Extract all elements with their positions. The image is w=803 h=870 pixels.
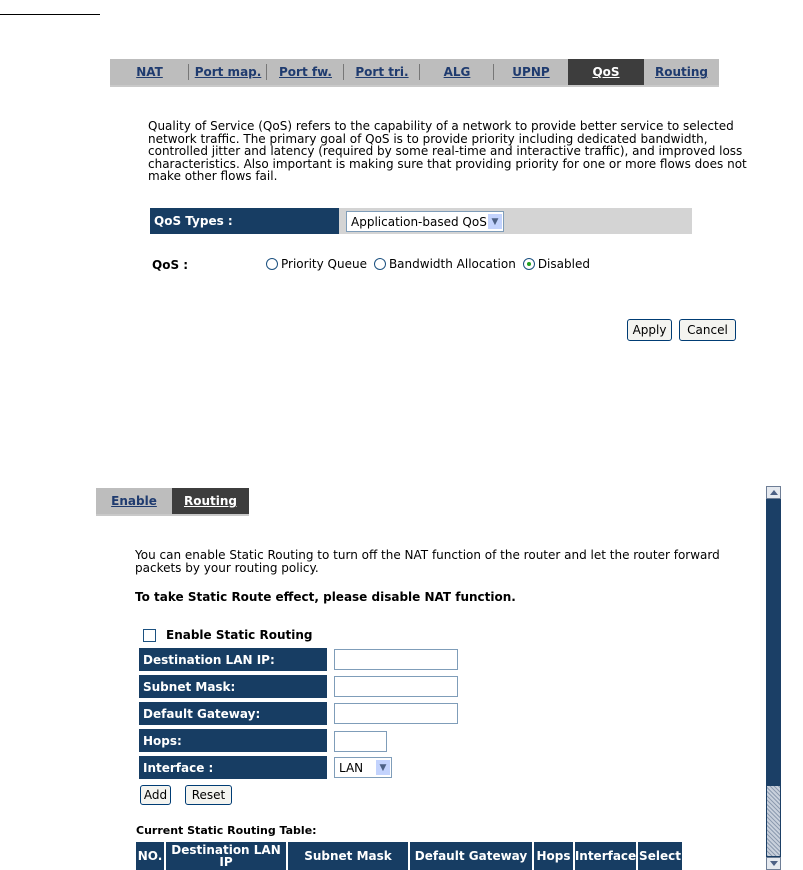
dest-ip-label: Destination LAN IP:: [139, 648, 327, 671]
interface-row: [139, 756, 327, 779]
gateway-label: Default Gateway:: [139, 702, 327, 725]
scrollbar-track[interactable]: [766, 499, 781, 786]
routing-table-header: [136, 842, 682, 870]
interface-value: LAN: [339, 760, 364, 775]
tab-qos[interactable]: QoS: [568, 59, 644, 85]
interface-label: Interface :: [139, 756, 327, 779]
radio-disabled-input[interactable]: [523, 258, 535, 270]
radio-bandwidth-allocation[interactable]: [374, 257, 516, 271]
chevron-down-icon[interactable]: ▼: [487, 213, 503, 230]
tab-port-tri[interactable]: Port tri.: [344, 59, 420, 85]
tab-enable[interactable]: Enable: [96, 488, 172, 514]
radio-priority-queue-input[interactable]: [266, 258, 278, 270]
col-interface: Interface: [575, 842, 638, 870]
tab-alg[interactable]: ALG: [420, 59, 494, 85]
gateway-row: [139, 702, 327, 725]
scroll-down-button[interactable]: [766, 857, 781, 870]
reset-button[interactable]: Reset: [185, 785, 232, 805]
qos-mode-label: QoS :: [152, 258, 189, 272]
routing-note: To take Static Route effect, please disable NAT function.: [135, 590, 516, 604]
qos-types-select[interactable]: [346, 211, 504, 232]
qos-types-value: Application-based QoS: [351, 214, 487, 229]
qos-description: Quality of Service (QoS) refers to the capability of a network to provide better service to selected network traffic. The primary goal of QoS is to provide priority including dedicated bandwidth, controlled jitter and latency (required by some real-time and interactive traffic), and improved loss characteristics. Also important is making sure that providing priority for one or more flows does not make other flows fail.: [148, 119, 747, 183]
tab-upnp[interactable]: UPNP: [494, 59, 568, 85]
tab-routing[interactable]: Routing: [644, 59, 719, 85]
scrollbar-thumb[interactable]: [767, 786, 780, 856]
radio-priority-queue[interactable]: [266, 257, 367, 271]
tab-port-fw[interactable]: Port fw.: [267, 59, 344, 85]
radio-bandwidth-allocation-label: Bandwidth Allocation: [388, 257, 516, 271]
gateway-input[interactable]: [334, 703, 458, 724]
tab-static-routing[interactable]: Routing: [172, 488, 249, 514]
interface-select[interactable]: [334, 757, 392, 778]
top-rule: [0, 14, 100, 15]
subnet-label: Subnet Mask:: [139, 675, 327, 698]
hops-label: Hops:: [139, 729, 327, 752]
col-subnet-mask: Subnet Mask: [288, 842, 410, 870]
routing-tab-bar: [96, 488, 249, 516]
tab-nat[interactable]: NAT: [110, 59, 189, 85]
chevron-up-icon: [770, 490, 778, 495]
dest-ip-input[interactable]: [334, 649, 458, 670]
radio-bandwidth-allocation-input[interactable]: [374, 258, 386, 270]
chevron-down-icon[interactable]: ▼: [375, 759, 391, 776]
dest-ip-row: [139, 648, 327, 671]
hops-input[interactable]: [334, 731, 387, 752]
col-select: Select: [638, 842, 682, 870]
apply-button[interactable]: Apply: [627, 319, 672, 341]
enable-static-routing[interactable]: [143, 628, 312, 642]
qos-mode-radio-group: [266, 257, 597, 271]
routing-description: You can enable Static Routing to turn off the NAT function of the router and let the router forward packets by your routing policy.: [135, 548, 720, 575]
nat-tab-bar: [110, 59, 719, 87]
radio-disabled-label: Disabled: [537, 257, 590, 271]
tab-port-map[interactable]: Port map.: [189, 59, 267, 85]
enable-static-routing-label: Enable Static Routing: [166, 628, 313, 642]
col-default-gateway: Default Gateway: [410, 842, 534, 870]
enable-static-routing-checkbox[interactable]: [143, 629, 156, 642]
subnet-input[interactable]: [334, 676, 458, 697]
qos-types-row: [150, 208, 692, 234]
col-destination-lan-ip: Destination LAN IP: [166, 842, 288, 870]
chevron-down-icon: [770, 861, 778, 866]
hops-row: [139, 729, 327, 752]
qos-types-label: QoS Types :: [150, 208, 339, 234]
scroll-up-button[interactable]: [766, 486, 781, 499]
col-no: NO.: [136, 842, 166, 870]
radio-priority-queue-label: Priority Queue: [281, 257, 367, 271]
cancel-button[interactable]: Cancel: [679, 319, 736, 341]
vertical-scrollbar[interactable]: [766, 486, 781, 870]
subnet-row: [139, 675, 327, 698]
routing-table-title: Current Static Routing Table:: [136, 824, 317, 837]
radio-disabled[interactable]: [523, 257, 590, 271]
add-button[interactable]: Add: [140, 785, 171, 805]
col-hops: Hops: [534, 842, 575, 870]
